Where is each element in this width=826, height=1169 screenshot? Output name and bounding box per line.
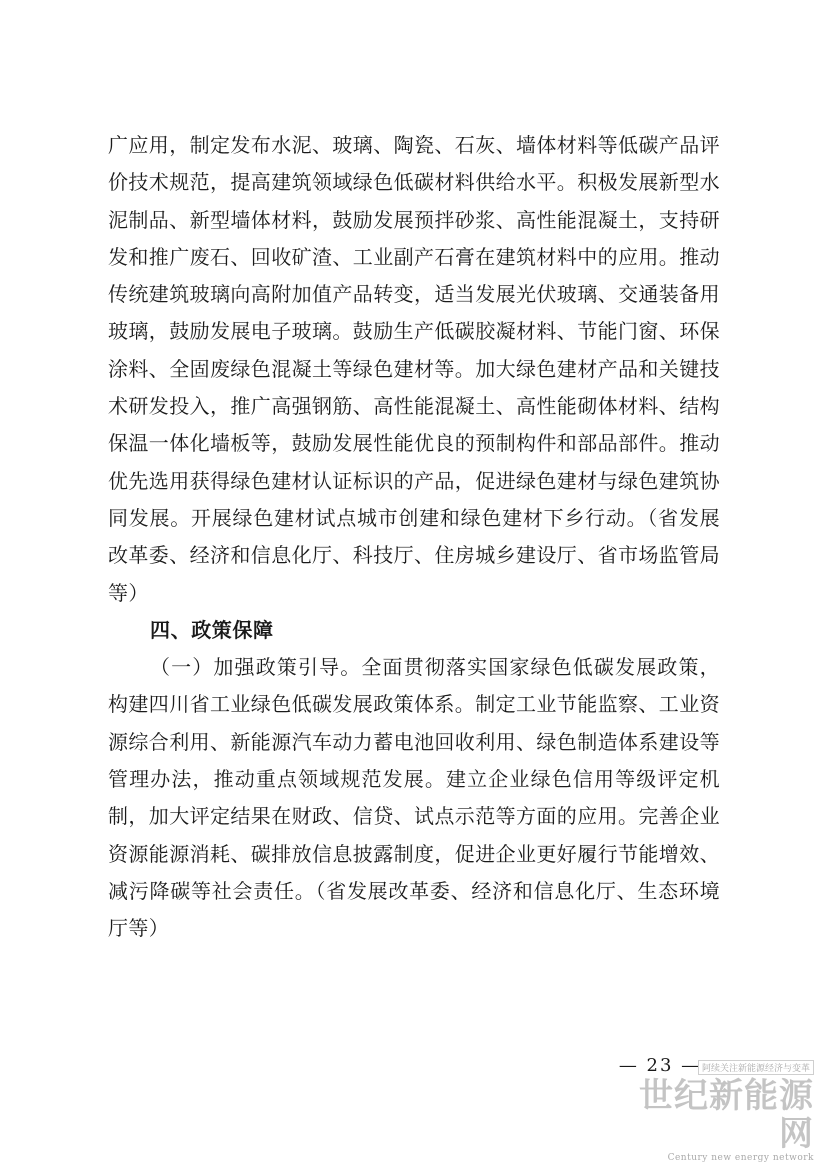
section-heading: 四、政策保障 <box>150 617 274 642</box>
paragraph-continued: 广应用，制定发布水泥、玻璃、陶瓷、石灰、墙体材料等低碳产品评价技术规范，提高建筑领域绿色低碳材料供给水平。积极发展新型水泥制品、新型墙体材料，鼓励发展预拌砂浆、高性能混凝土，支持研发和推广废石、回收矿渣、工业副产石膏在建筑材料中的应用。推动传统建筑玻璃向高附加值产品转变，适当发展光伏玻璃、交通装备用玻璃，鼓励发展电子玻璃。鼓励生产低碳胶凝材料、节能门窗、环保涂料、全固废绿色混凝土等绿色建材等。加大绿色建材产品和关键技术研发投入，推广高强钢筋、高性能混凝土、高性能砌体材料、结构保温一体化墙板等，鼓励发展性能优良的预制构件和部品部件。推动优先选用获得绿色建材认证标识的产品，促进绿色建材与绿色建筑协同发展。开展绿色建材试点城市创建和绿色建材下乡行动。（省发展改革委、经济和信息化厅、科技厅、住房城乡建设厅、省市场监管局等） <box>108 133 720 605</box>
document-body <box>108 127 720 948</box>
paragraph-policy-guidance: （一）加强政策引导。全面贯彻落实国家绿色低碳发展政策，构建四川省工业绿色低碳发展政策体系。制定工业节能监察、工业资源综合利用、新能源汽车动力蓄电池回收利用、绿色制造体系建设等管理办法，推动重点领域规范发展。建立企业绿色信用等级评定机制，加大评定结果在财政、信贷、试点示范等方面的应用。完善企业资源能源消耗、碳排放信息披露制度，促进企业更好履行节能增效、减污降碳等社会责任。（省发展改革委、经济和信息化厅、生态环境厅等） <box>108 655 720 941</box>
watermark-logo <box>624 1056 814 1163</box>
page-number: — 23 — <box>618 1055 702 1076</box>
watermark-tagline: 阿续关注新能源经济与变革 <box>698 1060 814 1075</box>
watermark-subtitle: Century new energy network <box>667 1153 814 1163</box>
watermark-title: 世纪新能源网 <box>639 1076 814 1154</box>
